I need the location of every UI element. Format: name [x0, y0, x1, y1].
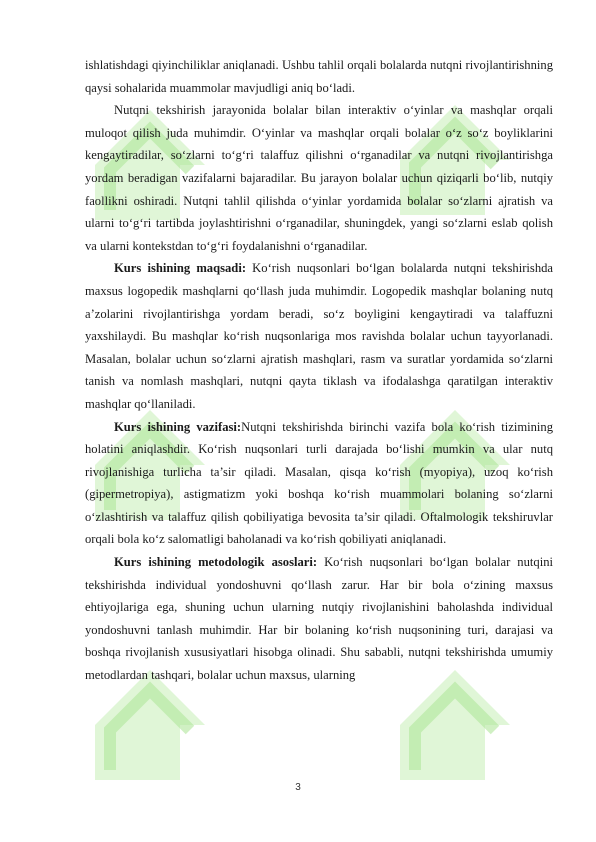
paragraph-text: Nutqni tekshirish jarayonida bolalar bilan interaktiv o‘yinlar va mashqlar orqali muloqot qilish juda muhimdir. O‘yinlar va mashqlar orqali bolalar o‘z so‘z boyliklarini kengaytiradilar, so‘zlarni to‘g‘ri talaffuz qilishni o‘rganadilar va nutqni rivojlantirishga yordam beradigan vazifalarni bajaradilar. Bu jarayon bolalar uchun qiziqarli bo‘lib, nutqiy faollikni oshiradi. Nutqni tahlil qilishda o‘yinlar yordamida bolalar so‘zlarni ajratish va ularni to‘g‘ri tartibda joylashtirishni o‘rganadilar, shuningdek, yangi so‘zlarni eslab qolish va ularni kontekstdan to‘g‘ri foydalanishni o‘rganadilar.: [85, 103, 553, 253]
paragraph-text: Nutqni tekshirishda birinchi vazifa bola ko‘rish tizimining holatini aniqlashdir. Ko‘rish nuqsonlari turli darajada bo‘lishi mumkin va ular nutq rivojlanishiga turlicha ta’sir qiladi. Masalan, qisqa ko‘rish (myopiya), uzoq ko‘rish (gipermetropiya), astigmatizm yoki boshqa ko‘rish muammolari bolaning so‘zlarni o‘zlashtirish va talaffuz qilish qobiliyatiga bevosita ta’sir qiladi. Oftalmologik tekshiruvlar orqali bola ko‘z salomatligi baholanadi va ko‘rish qobiliyati aniqlanadi.: [85, 419, 554, 547]
paragraph: [85, 416, 553, 552]
paragraph-text: ishlatishdagi qiyinchiliklar aniqlanadi. Ushbu tahlil orqali bolalarda nutqni rivojlantirishning qaysi sohalarida muammolar mavjudligi aniq bo‘ladi.: [85, 58, 553, 95]
body-text: [85, 54, 553, 687]
section-heading: Kurs ishining metodologik asoslari:: [114, 555, 318, 570]
paragraph-text: Ko‘rish nuqsonlari bo‘lgan bolalarda nutqni tekshirishda maxsus logopedik mashqlarni qo‘llash juda muhimdir. Logopedik mashqlar bolaning nutq a’zolarini rivojlantirishga yordam beradi, so‘z boyligini kengaytiradi va talaffuzni yaxshilaydi. Bu mashqlar ko‘rish nuqsonlariga mos ravishda bolalar uchun tayyorlanadi. Masalan, bolalar uchun so‘zlarni ajratish mashqlari, rasm va suratlar yordamida so‘zlarni tanish va nomlash mashqlari, nutqni qayta tiklash va ifodalashga qaratilgan interaktiv mashqlar qo‘llaniladi.: [85, 261, 553, 411]
paragraph-text: Ko‘rish nuqsonlari bo‘lgan bolalar nutqini tekshirishda individual yondoshuvni qo‘llash zarur. Har bir bola o‘zining maxsus ehtiyojlariga ega, shuning uchun ularning nutqiy rivojlanishini baholashda individual yondoshuvni tanlash muhimdir. Har bir bolaning ko‘rish nuqsonining turi, darajasi va boshqa rivojlanish xususiyatlari hisobga olinadi. Shu sababli, nutqni tekshirishda umumiy metodlardan tashqari, bolalar uchun maxsus, ularning: [85, 555, 553, 683]
paragraph: [85, 99, 553, 257]
section-heading: Kurs ishining maqsadi:: [114, 261, 247, 276]
page-number: 3: [295, 782, 301, 793]
section-heading: Kurs ishining vazifasi:: [114, 419, 242, 434]
paragraph: [85, 551, 553, 687]
paragraph: [85, 257, 553, 415]
paragraph: [85, 54, 553, 99]
